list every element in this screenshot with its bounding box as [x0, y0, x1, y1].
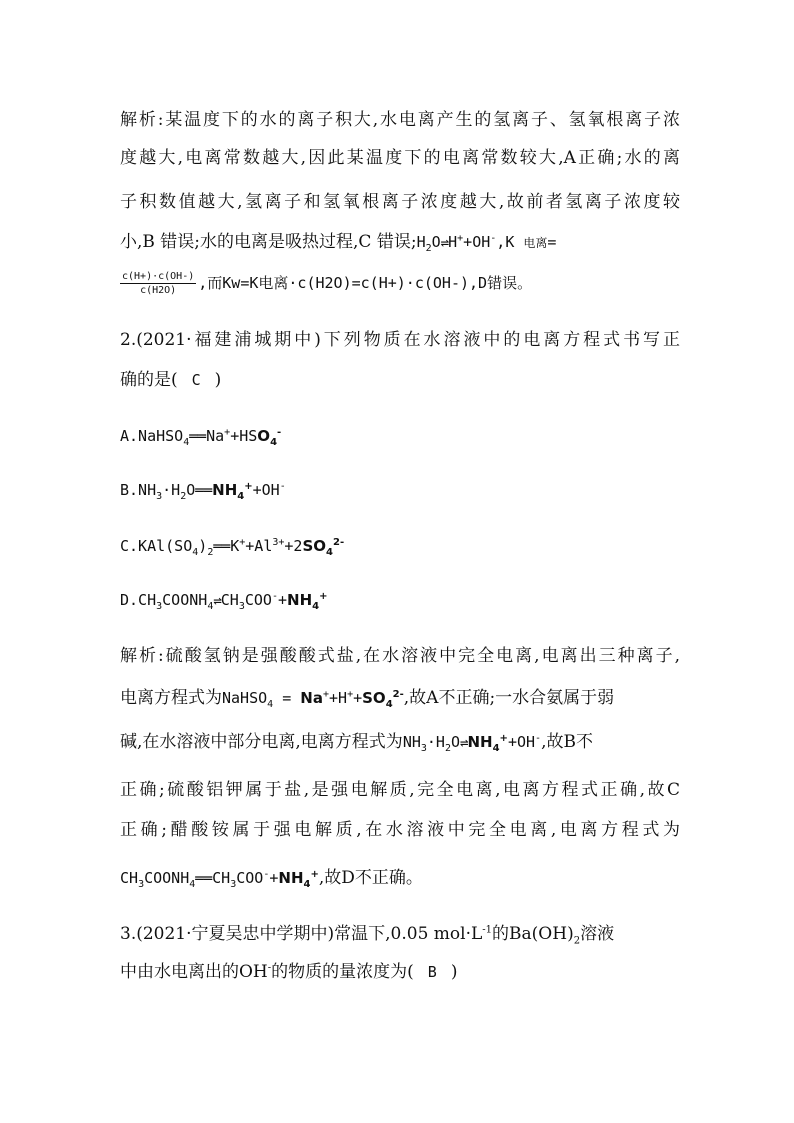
q2-stem2: 确的是( — [120, 370, 178, 390]
analysis1-line1: 解析:某温度下的水的离子积大,水电离产生的氢离子、氢氧根离子浓 — [120, 110, 680, 130]
q2-analysis-line2-a: 电离方程式为 — [120, 688, 222, 708]
q2-option-d: $D.CH_3COONH_4\rightleftharpoons CH_3COO^-+NH_4^+$ — [120, 591, 328, 612]
q2-stem-line1: 2.(2021·福建浦城期中)下列物质在水溶液中的电离方程式书写正 — [120, 330, 680, 350]
analysis1-line5 — [120, 268, 680, 298]
water-ionization-formula: $H_2O\rightleftharpoons H^++OH^-,K$ 电离= — [416, 233, 557, 254]
fraction-numerator: c(H+)·c(OH-) — [122, 271, 195, 282]
q3-stem1-b: 的Ba(OH) — [492, 924, 574, 944]
q3-stem-line2: 中由水电离出的OH-的物质的量浓度为( B ) — [120, 962, 458, 982]
q3-stem1-a: 3.(2021·宁夏吴忠中学期中)常温下,0.05 mol·L — [120, 924, 483, 944]
q3-stem2-end: ) — [450, 962, 458, 982]
q3-stem1-c: 溶液 — [580, 924, 615, 944]
q2-analysis-line2 — [120, 686, 680, 710]
ionization-constant-fraction — [120, 270, 196, 297]
q2-stem2-end: ) — [214, 370, 222, 390]
analysis1-line4-text: 小,B 错误;水的电离是吸热过程,C 错误; — [120, 232, 417, 252]
q2-stem-line2 — [120, 368, 680, 392]
q2-analysis-line3 — [120, 730, 680, 754]
q2-analysis-line2-b: ,故A不正确;一水合氨属于弱 — [403, 688, 615, 708]
analysis1-line3: 子积数值越大,氢离子和氢氧根离子浓度越大,故前者氢离子浓度较 — [120, 192, 680, 212]
q3-stem-line1: 3.(2021·宁夏吴忠中学期中)常温下,0.05 $mol\cdot L^{-1}$的$Ba(OH)_2$溶液 — [120, 924, 615, 947]
analysis1-line4 — [120, 230, 680, 254]
q2-option-b: $B.NH_3\cdot H_2O══NH_4^++OH^-$ — [120, 481, 286, 502]
q3-stem2-b: 的物质的量浓度为( — [271, 962, 414, 982]
q2-option-c: $C.KAl(SO_4)_2══K^++Al^{3+}+2SO_4^{2-}$ — [120, 537, 345, 558]
q2-analysis-line4: 正确;硫酸铝钾属于盐,是强电解质,完全电离,电离方程式正确,故C — [120, 780, 680, 800]
q2-answer: C — [191, 371, 201, 389]
analysis1-line2: 度越大,电离常数越大,因此某温度下的电离常数较大,A正确;水的离 — [120, 148, 680, 168]
q3-stem2-a: 中由水电离出的OH — [120, 962, 268, 982]
q2-option-a: $A.NaHSO_4══Na^++HSO_4^-$ — [120, 427, 282, 448]
ammonium-acetate-equation: $CH_3COONH_4══CH_3COO^-+NH_4^+$ — [120, 869, 319, 890]
q2-analysis-line5: 正确;醋酸铵属于强电解质,在水溶液中完全电离,电离方程式为 — [120, 820, 680, 840]
analysis1-line5-tail: ,而Kw=K电离·c(H2O)=c(H+)·c(OH-),D错误。 — [198, 274, 533, 292]
q2-analysis-line1: 解析:硫酸氢钠是强酸酸式盐,在水溶液中完全电离,电离出三种离子, — [120, 646, 680, 666]
fraction-denominator: c(H2O) — [140, 285, 177, 296]
ammonia-equation: $NH_3\cdot H_2O\rightleftharpoons NH_4^++OH^-$ — [402, 733, 542, 754]
nahso4-equation: NaHSO$_4$ = $Na^++H^++SO_4^{2-}$ — [222, 689, 404, 710]
q2-analysis-line6 — [120, 866, 680, 890]
q2-analysis-line6-b: ,故D不正确。 — [318, 868, 423, 888]
q2-analysis-line3-a: 碱,在水溶液中部分电离,电离方程式为 — [120, 732, 403, 752]
q3-answer: B — [427, 963, 437, 981]
q2-analysis-line3-b: ,故B不 — [541, 732, 593, 752]
